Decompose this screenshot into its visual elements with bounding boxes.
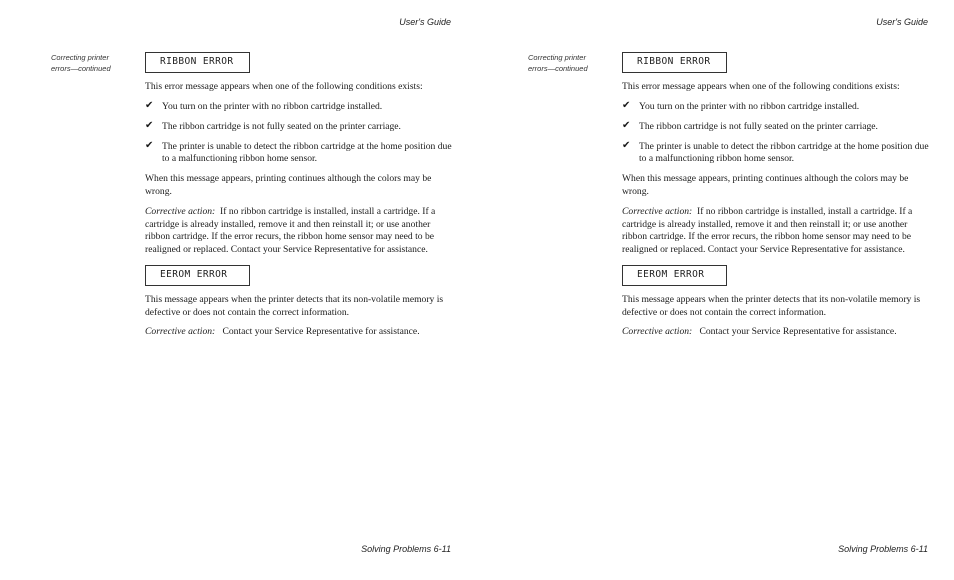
checkmark-icon: ✔	[145, 99, 154, 111]
eerom-corrective-action	[622, 326, 930, 339]
ribbon-corrective-action	[622, 206, 930, 256]
corrective-text: Contact your Service Representative for assistance.	[222, 326, 420, 337]
side-note-line: Correcting printer	[51, 53, 109, 62]
page-footer: Solving Problems 6-11	[361, 544, 451, 554]
checkmark-icon: ✔	[622, 99, 631, 111]
ribbon-note: When this message appears, printing continues although the colors may be wrong.	[145, 173, 432, 197]
condition-text: The printer is unable to detect the ribbon cartridge at the home position due to a malfunctioning ribbon home sensor.	[162, 140, 452, 164]
list-item	[622, 101, 930, 114]
running-header: User's Guide	[876, 17, 928, 27]
condition-text: You turn on the printer with no ribbon cartridge installed.	[162, 100, 383, 112]
list-item	[145, 141, 453, 166]
eerom-corrective-action	[145, 326, 453, 339]
list-item	[145, 121, 453, 134]
eerom-error-message-box: EEROM ERROR	[145, 265, 250, 286]
checkmark-icon: ✔	[622, 119, 631, 131]
list-item	[622, 141, 930, 166]
corrective-label: Corrective action:	[622, 206, 693, 217]
main-content	[622, 51, 930, 339]
condition-text: You turn on the printer with no ribbon cartridge installed.	[639, 100, 860, 112]
ribbon-corrective-action	[145, 206, 453, 256]
side-note-line: errors—continued	[51, 64, 111, 73]
ribbon-intro: This error message appears when one of the following conditions exists:	[622, 81, 900, 92]
checkmark-icon: ✔	[622, 139, 631, 151]
condition-text: The ribbon cartridge is not fully seated on the printer carriage.	[639, 120, 878, 132]
corrective-label: Corrective action:	[145, 326, 216, 337]
condition-text: The ribbon cartridge is not fully seated on the printer carriage.	[162, 120, 401, 132]
list-item	[622, 121, 930, 134]
main-content	[145, 51, 453, 339]
ribbon-note: When this message appears, printing continues although the colors may be wrong.	[622, 173, 909, 197]
page-footer: Solving Problems 6-11	[838, 544, 928, 554]
checkmark-icon: ✔	[145, 119, 154, 131]
condition-list	[622, 101, 930, 166]
side-note-line: errors—continued	[528, 64, 588, 73]
condition-text: The printer is unable to detect the ribbon cartridge at the home position due to a malfunctioning ribbon home sensor.	[639, 140, 929, 164]
ribbon-intro: This error message appears when one of the following conditions exists:	[145, 81, 423, 92]
eerom-description: This message appears when the printer detects that its non-volatile memory is defective or does not contain the correct information.	[622, 294, 921, 318]
side-note	[51, 52, 131, 74]
eerom-description: This message appears when the printer detects that its non-volatile memory is defective or does not contain the correct information.	[145, 294, 444, 318]
ribbon-error-message-box: RIBBON ERROR	[145, 52, 250, 73]
corrective-label: Corrective action:	[622, 326, 693, 337]
list-item	[145, 101, 453, 114]
corrective-label: Corrective action:	[145, 206, 216, 217]
corrective-text: If no ribbon cartridge is installed, install a cartridge. If a cartridge is already installed, remove it and then reinstall it; or use another ribbon cartridge. If the error recurs, the ribbon home sensor may need to be realigned or replaced. Contact your Service Representative for assistance.	[145, 206, 436, 255]
eerom-error-message-box: EEROM ERROR	[622, 265, 727, 286]
side-note	[528, 52, 608, 74]
checkmark-icon: ✔	[145, 139, 154, 151]
running-header: User's Guide	[399, 17, 451, 27]
corrective-text: If no ribbon cartridge is installed, install a cartridge. If a cartridge is already installed, remove it and then reinstall it; or use another ribbon cartridge. If the error recurs, the ribbon home sensor may need to be realigned or replaced. Contact your Service Representative for assistance.	[622, 206, 913, 255]
corrective-text: Contact your Service Representative for assistance.	[699, 326, 897, 337]
condition-list	[145, 101, 453, 166]
page-right	[477, 0, 954, 580]
side-note-line: Correcting printer	[528, 53, 586, 62]
ribbon-error-message-box: RIBBON ERROR	[622, 52, 727, 73]
